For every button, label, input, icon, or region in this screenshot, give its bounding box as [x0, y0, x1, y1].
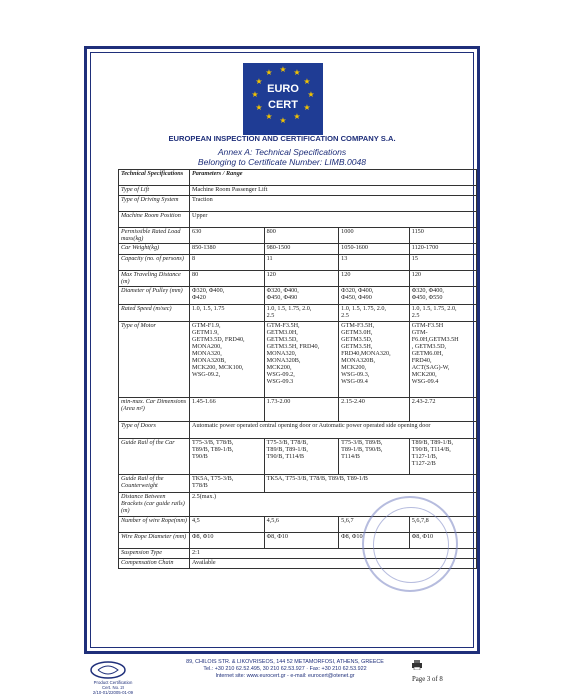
logo-text-cert: CERT [268, 99, 298, 111]
cell: GTM-F1.9, GETM1.9, GETM3.5D, FRD40, MONA200, MONA320, MONA320B, MCK200, MCK100, WSG-09.2, [190, 322, 265, 398]
esyd-line: Cert. No. 2I [102, 685, 124, 691]
esyd-certification [78, 680, 148, 696]
table-row [119, 186, 477, 196]
row-label: Permissible Rated Load mass(kg) [119, 228, 190, 244]
svg-text:★: ★ [265, 68, 273, 77]
contact-info [160, 659, 410, 680]
svg-text:★: ★ [255, 77, 263, 86]
table-row [119, 322, 477, 398]
phones: Tel.: +30 210 62.52.495, 30 210 62.53.927 · Fax: +30 210 62.53.922 [203, 666, 367, 672]
printer-icon [411, 660, 423, 670]
cell: T89/B, T89-1/B, T90/B, T114/B, T127-1/B, T127-2/B [409, 439, 476, 475]
svg-text:★: ★ [303, 77, 311, 86]
row-label: Capacity (no. of persons) [119, 255, 190, 271]
cell: 1120-1700 [409, 244, 476, 255]
official-stamp [362, 496, 458, 592]
row-label: Distance Between Brackets (car guide rails)(m) [119, 493, 190, 517]
cell: Φ320, Φ400, Φ450, Φ490 [264, 287, 339, 305]
svg-text:★: ★ [307, 90, 315, 99]
esyd-line: 2/10-01/22005-01-09 [92, 690, 134, 696]
cell: 4,5,6 [264, 517, 339, 533]
row-label: Machine Room Position [119, 212, 190, 228]
cell: 5,6,7 [339, 517, 410, 533]
cell: 1.0, 1.5, 1.75, 2.0, 2.5 [339, 305, 410, 322]
table-row [119, 422, 477, 439]
cell: Φ8, Φ10 [190, 533, 265, 549]
row-value: 2:1 [190, 549, 477, 559]
cell: 1150 [409, 228, 476, 244]
cell: GTM-F3.5H, GETM3.0H, GETM3.5D, GETM3.5H, FRD40,MONA320, MONA320B, MCK200, WSG-09.3, WSG-09.4 [339, 322, 410, 398]
cell: 1.0, 1.5, 1.75, 2.0, 2.5 [409, 305, 476, 322]
page-number: Page 3 of 8 [412, 676, 443, 683]
annex-title: Annex A: Technical Specifications [217, 147, 347, 157]
table-row [119, 212, 477, 228]
cell: 80 [190, 271, 265, 287]
cell: 1000 [339, 228, 410, 244]
row-label: Diameter of Pulley (mm) [119, 287, 190, 305]
cell: 1.73-2.00 [264, 398, 339, 422]
row-label: Guide Rail of the Counterweight [119, 475, 190, 493]
svg-text:★: ★ [303, 103, 311, 112]
cell: 120 [264, 271, 339, 287]
cell: 800 [264, 228, 339, 244]
cell: 11 [264, 255, 339, 271]
row-label: Max Traveling Distance (m) [119, 271, 190, 287]
eurocert-logo [243, 63, 323, 135]
row-value: Available [190, 559, 477, 569]
cell: 1.45-1.66 [190, 398, 265, 422]
cell: T75-3/B, T78/B, T89/B, T89-1/B, T90/B [190, 439, 265, 475]
cell: Φ8, Φ10 [264, 533, 339, 549]
table-row [119, 196, 477, 212]
cell: TK5A, T75-3/B, T78/B [190, 475, 265, 493]
row-label: min-max. Car Dimensions (Area m²) [119, 398, 190, 422]
row-label: Car Weight(kg) [119, 244, 190, 255]
row-label: Rated Speed (m/sec) [119, 305, 190, 322]
cell: 5,6,7,8 [409, 517, 476, 533]
row-value: Traction [190, 196, 477, 212]
row-value: Machine Room Passenger Lift [190, 186, 477, 196]
row-label: Number of wire Rope(mm) [119, 517, 190, 533]
annex-subtitle: Belonging to Certificate Number: LIMB.0048 [197, 157, 367, 167]
esyd-logo-icon [88, 660, 128, 680]
svg-text:★: ★ [293, 68, 301, 77]
row-label: Compensation Chain [119, 559, 190, 569]
cell: 15 [409, 255, 476, 271]
cell: 630 [190, 228, 265, 244]
cell: TK5A, T75-3/B, T78/B, T89/B, T89-1/B [264, 475, 476, 493]
web-contact: Internet site: www.eurocert.gr - e-mail: eurocert@otenet.gr [215, 673, 355, 679]
row-label: Suspension Type [119, 549, 190, 559]
row-label: Guide Rail of the Car [119, 439, 190, 475]
company-name: EUROPEAN INSPECTION AND CERTIFICATION COMPANY S.A. [168, 134, 396, 143]
svg-text:★: ★ [279, 116, 287, 125]
cell: 850-1380 [190, 244, 265, 255]
table-row [119, 287, 477, 305]
table-header-row [119, 170, 477, 186]
row-label: Type of Motor [119, 322, 190, 398]
address: 89, CHILOIS STR. & LIKOVRISEOS, 144 52 METAMORFOSI, ATHENS, GREECE [186, 659, 384, 665]
svg-text:★: ★ [265, 112, 273, 121]
table-row [119, 398, 477, 422]
svg-text:★: ★ [255, 103, 263, 112]
cell: Φ8, Φ10 [339, 533, 410, 549]
table-row [119, 244, 477, 255]
logo-text-euro: EURO [267, 83, 299, 95]
table-row [119, 228, 477, 244]
table-row [119, 271, 477, 287]
row-value: Upper [190, 212, 477, 228]
row-label: Type of Doors [119, 422, 190, 439]
row-label: Wire Rope Diameter (mm) [119, 533, 190, 549]
cell: 1.0, 1.5, 1.75, 2.0, 2.5 [264, 305, 339, 322]
svg-text:★: ★ [279, 65, 287, 74]
cell: Φ8, Φ10 [409, 533, 476, 549]
cell: T75-3/B, T89/B, T89-1/B, T90/B, T114/B [339, 439, 410, 475]
esyd-line: Product Certification [93, 680, 133, 685]
table-row [119, 305, 477, 322]
svg-text:★: ★ [251, 90, 259, 99]
table-row [119, 255, 477, 271]
svg-text:★: ★ [293, 112, 301, 121]
cell: 2.43-2.72 [409, 398, 476, 422]
stamp-inner-ring [373, 507, 449, 583]
cell: GTM-F3.5H GTM- F6.0H,GETM3.5H , GETM3.5D, GETM6.0H, FRD40, ACT(SAG)-W, MCK200, WSG-09.4 [409, 322, 476, 398]
row-label: Type of Lift [119, 186, 190, 196]
cell: 120 [409, 271, 476, 287]
cell: 8 [190, 255, 265, 271]
table-row [119, 475, 477, 493]
cell: T75-3/B, T78/B, T89/B, T89-1/B, T90/B, T114/B [264, 439, 339, 475]
cell: 980-1500 [264, 244, 339, 255]
cell: Φ320, Φ400, Φ450, Φ550 [409, 287, 476, 305]
row-label: Type of Driving System [119, 196, 190, 212]
table-row [119, 439, 477, 475]
cell: 2.15-2.40 [339, 398, 410, 422]
cell: 13 [339, 255, 410, 271]
cell: 1.0, 1.5, 1.75 [190, 305, 265, 322]
cell: Φ320, Φ400, Φ450, Φ490 [339, 287, 410, 305]
cell: GTM-F3.5H, GETM3.0H, GETM3.5D, GETM3.5H, FRD40, MONA320, MONA320B, MCK200, WSG-09.2, WSG-09.3 [264, 322, 339, 398]
header-label: Technical Specifications [119, 170, 190, 186]
cell: Φ320, Φ400, Φ420 [190, 287, 265, 305]
row-value: 2.5(max.) [190, 493, 477, 517]
cell: 1050-1600 [339, 244, 410, 255]
cell: 120 [339, 271, 410, 287]
cell: 4,5 [190, 517, 265, 533]
annex-heading [84, 147, 480, 167]
row-value: Automatic power operated central opening door or Automatic power operated side opening door [190, 422, 477, 439]
header-value: Parameters / Range [190, 170, 477, 186]
